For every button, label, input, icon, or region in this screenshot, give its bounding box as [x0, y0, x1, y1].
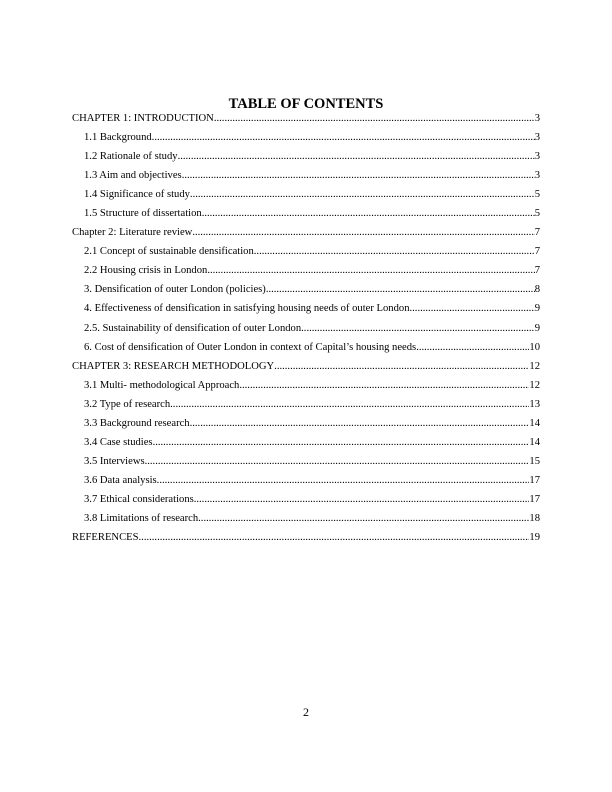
- toc-entry-page-number: 13: [529, 398, 540, 410]
- toc-entry-label: 4. Effectiveness of densification in satisfying housing needs of outer London: [84, 303, 410, 315]
- toc-entry-label: 3.2 Type of research: [84, 398, 171, 410]
- toc-entry-label: 3.6 Data analysis: [84, 474, 157, 486]
- toc-entry-label: 3.4 Case studies: [84, 436, 153, 448]
- toc-entry-page-number: 19: [529, 532, 540, 544]
- toc-entry-page-number: 12: [529, 360, 540, 372]
- toc-entry-label: 3. Densification of outer London (policies): [84, 284, 266, 296]
- toc-leader-dots: [192, 226, 534, 240]
- toc-entry-label: Chapter 2: Literature review: [72, 227, 193, 239]
- toc-entry[interactable]: [72, 436, 540, 455]
- toc-entry[interactable]: [72, 188, 540, 207]
- toc-entry[interactable]: [72, 455, 540, 474]
- toc-leader-dots: [145, 455, 530, 469]
- toc-leader-dots: [301, 322, 535, 336]
- toc-entry[interactable]: [72, 264, 540, 283]
- toc-entry-label: 3.8 Limitations of research: [84, 512, 199, 524]
- toc-entry[interactable]: [72, 302, 540, 321]
- toc-entry-page-number: 8: [534, 284, 540, 296]
- toc-leader-dots: [182, 169, 535, 183]
- toc-entry[interactable]: [72, 131, 540, 150]
- toc-entry[interactable]: [72, 512, 540, 531]
- toc-entry-label: 3.1 Multi- methodological Approach: [84, 379, 240, 391]
- toc-entry-page-number: 9: [534, 303, 540, 315]
- toc-entry[interactable]: [72, 207, 540, 226]
- toc-leader-dots: [190, 417, 530, 431]
- toc-entry[interactable]: [72, 398, 540, 417]
- toc-entry-page-number: 9: [534, 322, 540, 334]
- toc-leader-dots: [139, 531, 530, 545]
- toc-entry-label: 1.2 Rationale of study: [84, 151, 178, 163]
- toc-entry[interactable]: [72, 360, 540, 379]
- toc-leader-dots: [170, 398, 529, 412]
- toc-leader-dots: [410, 302, 535, 316]
- toc-entry-label: 2.5. Sustainability of densification of outer London: [84, 322, 302, 334]
- toc-leader-dots: [152, 131, 535, 145]
- toc-leader-dots: [194, 493, 530, 507]
- toc-entry-page-number: 17: [529, 474, 540, 486]
- toc-leader-dots: [157, 474, 530, 488]
- toc-leader-dots: [202, 207, 535, 221]
- toc-leader-dots: [153, 436, 530, 450]
- toc-entry[interactable]: [72, 150, 540, 169]
- toc-list: [72, 112, 540, 550]
- toc-title: TABLE OF CONTENTS: [228, 96, 384, 112]
- toc-entry-label: 3.3 Background research: [84, 417, 190, 429]
- toc-entry-label: 2.1 Concept of sustainable densification: [84, 246, 254, 258]
- toc-entry[interactable]: [72, 474, 540, 493]
- toc-entry-page-number: 7: [534, 246, 540, 258]
- toc-entry[interactable]: [72, 379, 540, 398]
- toc-leader-dots: [239, 379, 529, 393]
- toc-entry[interactable]: [72, 112, 540, 131]
- toc-entry-page-number: 7: [534, 265, 540, 277]
- toc-entry-label: 2.2 Housing crisis in London: [84, 265, 208, 277]
- toc-entry-page-number: 14: [529, 436, 540, 448]
- toc-entry[interactable]: [72, 493, 540, 512]
- toc-leader-dots: [266, 283, 535, 297]
- toc-entry[interactable]: [72, 226, 540, 245]
- toc-entry-page-number: 12: [529, 379, 540, 391]
- toc-entry-label: 1.1 Background: [84, 132, 152, 144]
- toc-leader-dots: [214, 112, 535, 126]
- toc-entry-label: REFERENCES: [72, 532, 139, 544]
- toc-entry-page-number: 17: [529, 493, 540, 505]
- toc-entry-label: CHAPTER 1: INTRODUCTION: [72, 113, 214, 124]
- toc-entry-label: 1.4 Significance of study: [84, 189, 190, 201]
- toc-entry-label: CHAPTER 3: RESEARCH METHODOLOGY: [72, 360, 275, 372]
- toc-entry-page-number: 5: [534, 208, 540, 220]
- toc-entry-label: 3.7 Ethical considerations: [84, 493, 194, 505]
- toc-entry-page-number: 5: [534, 189, 540, 201]
- toc-leader-dots: [190, 188, 535, 202]
- toc-leader-dots: [254, 245, 535, 259]
- toc-entry[interactable]: [72, 169, 540, 188]
- toc-entry-page-number: 3: [534, 113, 540, 124]
- toc-entry-page-number: 10: [529, 341, 540, 353]
- toc-leader-dots: [416, 341, 529, 355]
- toc-entry[interactable]: [72, 417, 540, 436]
- toc-entry-page-number: 15: [529, 455, 540, 467]
- toc-entry-page-number: 3: [534, 170, 540, 182]
- toc-entry-label: 3.5 Interviews: [84, 455, 145, 467]
- toc-entry-label: 6. Cost of densification of Outer London in context of Capital’s housing needs: [84, 341, 417, 353]
- toc-entry-page-number: 3: [534, 132, 540, 144]
- toc-leader-dots: [207, 264, 534, 278]
- toc-entry-page-number: 7: [534, 227, 540, 239]
- toc-entry-label: 1.5 Structure of dissertation: [84, 208, 202, 220]
- page-number: 2: [303, 705, 309, 719]
- toc-entry-label: 1.3 Aim and objectives: [84, 170, 182, 182]
- toc-entry[interactable]: [72, 341, 540, 360]
- toc-leader-dots: [198, 512, 529, 526]
- toc-entry-page-number: 14: [529, 417, 540, 429]
- toc-entry[interactable]: [72, 531, 540, 550]
- toc-leader-dots: [274, 360, 529, 374]
- toc-entry[interactable]: [72, 322, 540, 341]
- toc-entry[interactable]: [72, 245, 540, 264]
- toc-leader-dots: [178, 150, 535, 164]
- toc-entry-page-number: 18: [529, 512, 540, 524]
- toc-entry[interactable]: [72, 283, 540, 302]
- toc-entry-page-number: 3: [534, 151, 540, 163]
